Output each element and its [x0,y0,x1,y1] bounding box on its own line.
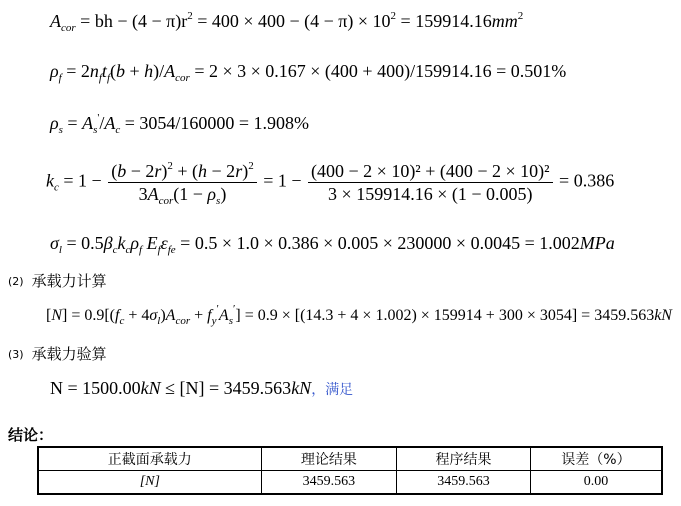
fraction-kc-numeric: $\frac{\text{(400 − 2 × 10)² + (400 − 2 × 10)²}}{3 \times 159914.16 \times (1 - 0.005)}$ [308,160,553,205]
equation-capacity: $[N] = 0.9[(f_c + 4\sigma_l)A_{cor} + f_y'A_s'] = 0.9 \times [(14.3 + 4 \times 1.002) \times 159914 + 300 \times 3054] = 3459.563kN$ [46,303,672,327]
table-header: 理论结果 [261,447,397,471]
table-header: 程序结果 [397,447,531,471]
result-table [37,446,663,495]
fraction-kc-symbolic: $\frac{(b - 2r)^2 + (h - 2r)^2}{3A_{cor}(1 - \rho_s)}$ [108,160,257,205]
verdict-text: 满足 [325,382,354,398]
table-cell: [N] [38,471,261,495]
equation-a-cor: $A_{cor}$ = bh − $(4 - \pi)r^2 = 400 \times 400 - (4 - \pi) \times 10^2 = 159914.16mm^2$ [50,10,524,34]
equation-capacity-check: N = 1500.00kN ≤ [N] = 3459.563kN，满足 [50,378,354,398]
table-row [38,471,662,495]
table-header-row [38,447,662,471]
table-cell: 0.00 [530,471,662,495]
table-header: 正截面承载力 [38,447,261,471]
equation-k-c: $k_c = 1$ − $\frac{(b - 2r)^2 + (h - 2r)^2}{3A_{cor}(1 - \rho_s)}$ = 1 − $\frac{\text{(400 − 2 × 10)² + (400 − 2 × 10)²}}{3 \times 159914.16 \times (1 - 0.005)}$ = 0.386 [46,160,615,207]
table-header: 误差（%） [530,447,662,471]
section-heading-capacity-check: (3) 承载力验算 [8,345,107,363]
equation-sigma-l: $\sigma_l = 0.5\beta_ck_c\rho_f$ $E_f\varepsilon_{fe} = 0.5 \times 1.0 \times 0.386 \times 0.005 \times 230000 \times 0.0045 = 1.002MPa$ [50,233,615,256]
equation-rho-s: $\rho_s = A_s'/A_c = 3054/160000 = 1.908\%$ [50,112,310,136]
section-heading-capacity-calc: (2) 承载力计算 [8,272,107,290]
table-cell: 3459.563 [261,471,397,495]
table-cell: 3459.563 [397,471,531,495]
conclusion-label: 结论： [8,426,54,444]
equation-rho-f: $\rho_f = 2n_ft_f(b + h)/A_{cor} = 2 \times 3 \times 0.167 \times (400 + 400)/159914.16 = 0.501\%$ [50,61,567,84]
